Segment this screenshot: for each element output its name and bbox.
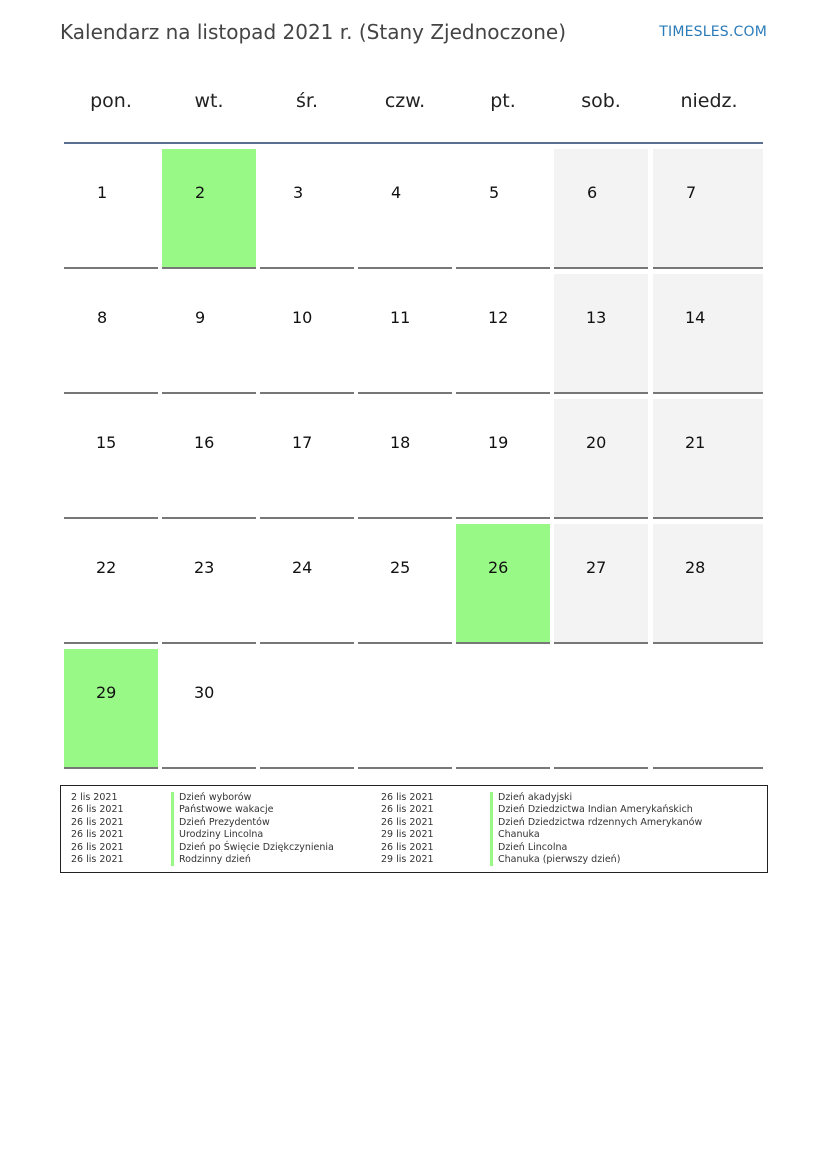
weekday-thu: czw. (384, 90, 426, 112)
day-cell[interactable] (358, 149, 452, 269)
legend-holiday-name: Urodziny Lincolna (179, 829, 264, 841)
legend-left-dates (71, 792, 124, 866)
day-cell[interactable] (64, 649, 158, 769)
legend-date: 26 lis 2021 (381, 792, 434, 803)
day-number: 3 (293, 183, 304, 202)
day-number: 20 (586, 433, 607, 452)
day-number: 29 (96, 683, 117, 702)
calendar-grid (64, 149, 763, 770)
legend-date: 26 lis 2021 (381, 816, 434, 828)
day-number: 22 (96, 558, 117, 577)
legend-holiday-name: Rodzinny dzień (179, 854, 251, 866)
day-number: 4 (391, 183, 402, 202)
legend-date: 26 lis 2021 (71, 804, 124, 816)
weekday-sat: sob. (581, 90, 621, 112)
day-number: 11 (390, 308, 411, 327)
legend-right-names (498, 792, 702, 866)
day-number: 30 (194, 683, 215, 702)
day-number: 5 (489, 183, 500, 202)
day-cell[interactable] (162, 649, 256, 769)
legend-date: 26 lis 2021 (381, 804, 434, 816)
day-number: 25 (390, 558, 411, 577)
legend-date: 2 lis 2021 (71, 792, 118, 803)
day-number: 14 (685, 308, 706, 327)
day-cell[interactable] (653, 149, 763, 269)
legend-date: 29 lis 2021 (381, 829, 434, 841)
day-number: 8 (97, 308, 108, 327)
legend-holiday-name: Dzień Prezydentów (179, 816, 270, 828)
holiday-legend (60, 785, 768, 873)
day-cell[interactable] (456, 524, 550, 644)
weekday-fri: pt. (490, 90, 516, 112)
legend-holiday-name: Dzień Dziedzictwa rdzennych Amerykanów (498, 816, 703, 828)
day-cell[interactable] (64, 524, 158, 644)
legend-date: 29 lis 2021 (381, 854, 434, 866)
day-number: 13 (586, 308, 607, 327)
day-number: 27 (586, 558, 607, 577)
empty-cell (554, 649, 648, 769)
day-number: 7 (686, 183, 697, 202)
day-cell[interactable] (260, 399, 354, 519)
day-cell[interactable] (162, 399, 256, 519)
day-number: 2 (195, 183, 206, 202)
day-number: 12 (488, 308, 509, 327)
legend-date: 26 lis 2021 (71, 854, 124, 866)
empty-cell (260, 649, 354, 769)
legend-date: 26 lis 2021 (71, 816, 124, 828)
day-cell[interactable] (653, 399, 763, 519)
day-number: 16 (194, 433, 215, 452)
day-cell[interactable] (260, 524, 354, 644)
legend-holiday-name: Chanuka (498, 829, 540, 841)
legend-color-bar (490, 792, 493, 866)
empty-cell (358, 649, 452, 769)
legend-holiday-name: Dzień po Święcie Dziękczynienia (179, 841, 334, 853)
weekday-header (64, 90, 763, 120)
legend-holiday-name: Dzień Dziedzictwa Indian Amerykańskich (498, 804, 693, 816)
day-cell[interactable] (162, 149, 256, 269)
empty-cell (653, 649, 763, 769)
day-cell[interactable] (456, 399, 550, 519)
day-cell[interactable] (260, 274, 354, 394)
day-number: 18 (390, 433, 411, 452)
day-cell[interactable] (162, 524, 256, 644)
legend-right-dates (381, 792, 434, 866)
day-cell[interactable] (456, 274, 550, 394)
legend-left-names (179, 792, 334, 866)
day-cell[interactable] (64, 399, 158, 519)
legend-date: 26 lis 2021 (71, 829, 124, 841)
legend-holiday-name: Dzień akadyjski (498, 792, 573, 803)
day-cell[interactable] (358, 524, 452, 644)
day-number: 28 (685, 558, 706, 577)
day-cell[interactable] (554, 524, 648, 644)
day-number: 6 (587, 183, 598, 202)
day-number: 21 (685, 433, 706, 452)
legend-holiday-name: Chanuka (pierwszy dzień) (498, 854, 621, 866)
legend-date: 26 lis 2021 (381, 841, 434, 853)
page-title: Kalendarz na listopad 2021 r. (Stany Zjednoczone) (60, 20, 566, 44)
day-number: 15 (96, 433, 117, 452)
day-number: 23 (194, 558, 215, 577)
day-cell[interactable] (64, 149, 158, 269)
day-cell[interactable] (456, 149, 550, 269)
day-cell[interactable] (554, 399, 648, 519)
day-cell[interactable] (653, 274, 763, 394)
weekday-mon: pon. (90, 90, 132, 112)
day-cell[interactable] (64, 274, 158, 394)
weekday-wed: śr. (295, 90, 318, 112)
day-number: 1 (97, 183, 108, 202)
legend-date: 26 lis 2021 (71, 841, 124, 853)
day-cell[interactable] (358, 274, 452, 394)
legend-holiday-name: Państwowe wakacje (179, 804, 274, 816)
day-number: 10 (292, 308, 313, 327)
weekday-sun: niedz. (680, 90, 738, 112)
legend-holiday-name: Dzień wyborów (179, 792, 252, 803)
day-cell[interactable] (554, 149, 648, 269)
header-divider (64, 142, 763, 144)
empty-cell (456, 649, 550, 769)
day-cell[interactable] (162, 274, 256, 394)
day-number: 19 (488, 433, 509, 452)
day-number: 17 (292, 433, 313, 452)
weekday-tue: wt. (194, 90, 224, 112)
day-cell[interactable] (653, 524, 763, 644)
day-number: 26 (488, 558, 509, 577)
day-cell[interactable] (260, 149, 354, 269)
day-cell[interactable] (554, 274, 648, 394)
legend-holiday-name: Dzień Lincolna (498, 841, 568, 853)
day-number: 9 (195, 308, 206, 327)
day-cell[interactable] (358, 399, 452, 519)
brand-logo[interactable]: TIMESLES.COM (659, 24, 767, 40)
legend-color-bar (171, 792, 174, 866)
day-number: 24 (292, 558, 313, 577)
